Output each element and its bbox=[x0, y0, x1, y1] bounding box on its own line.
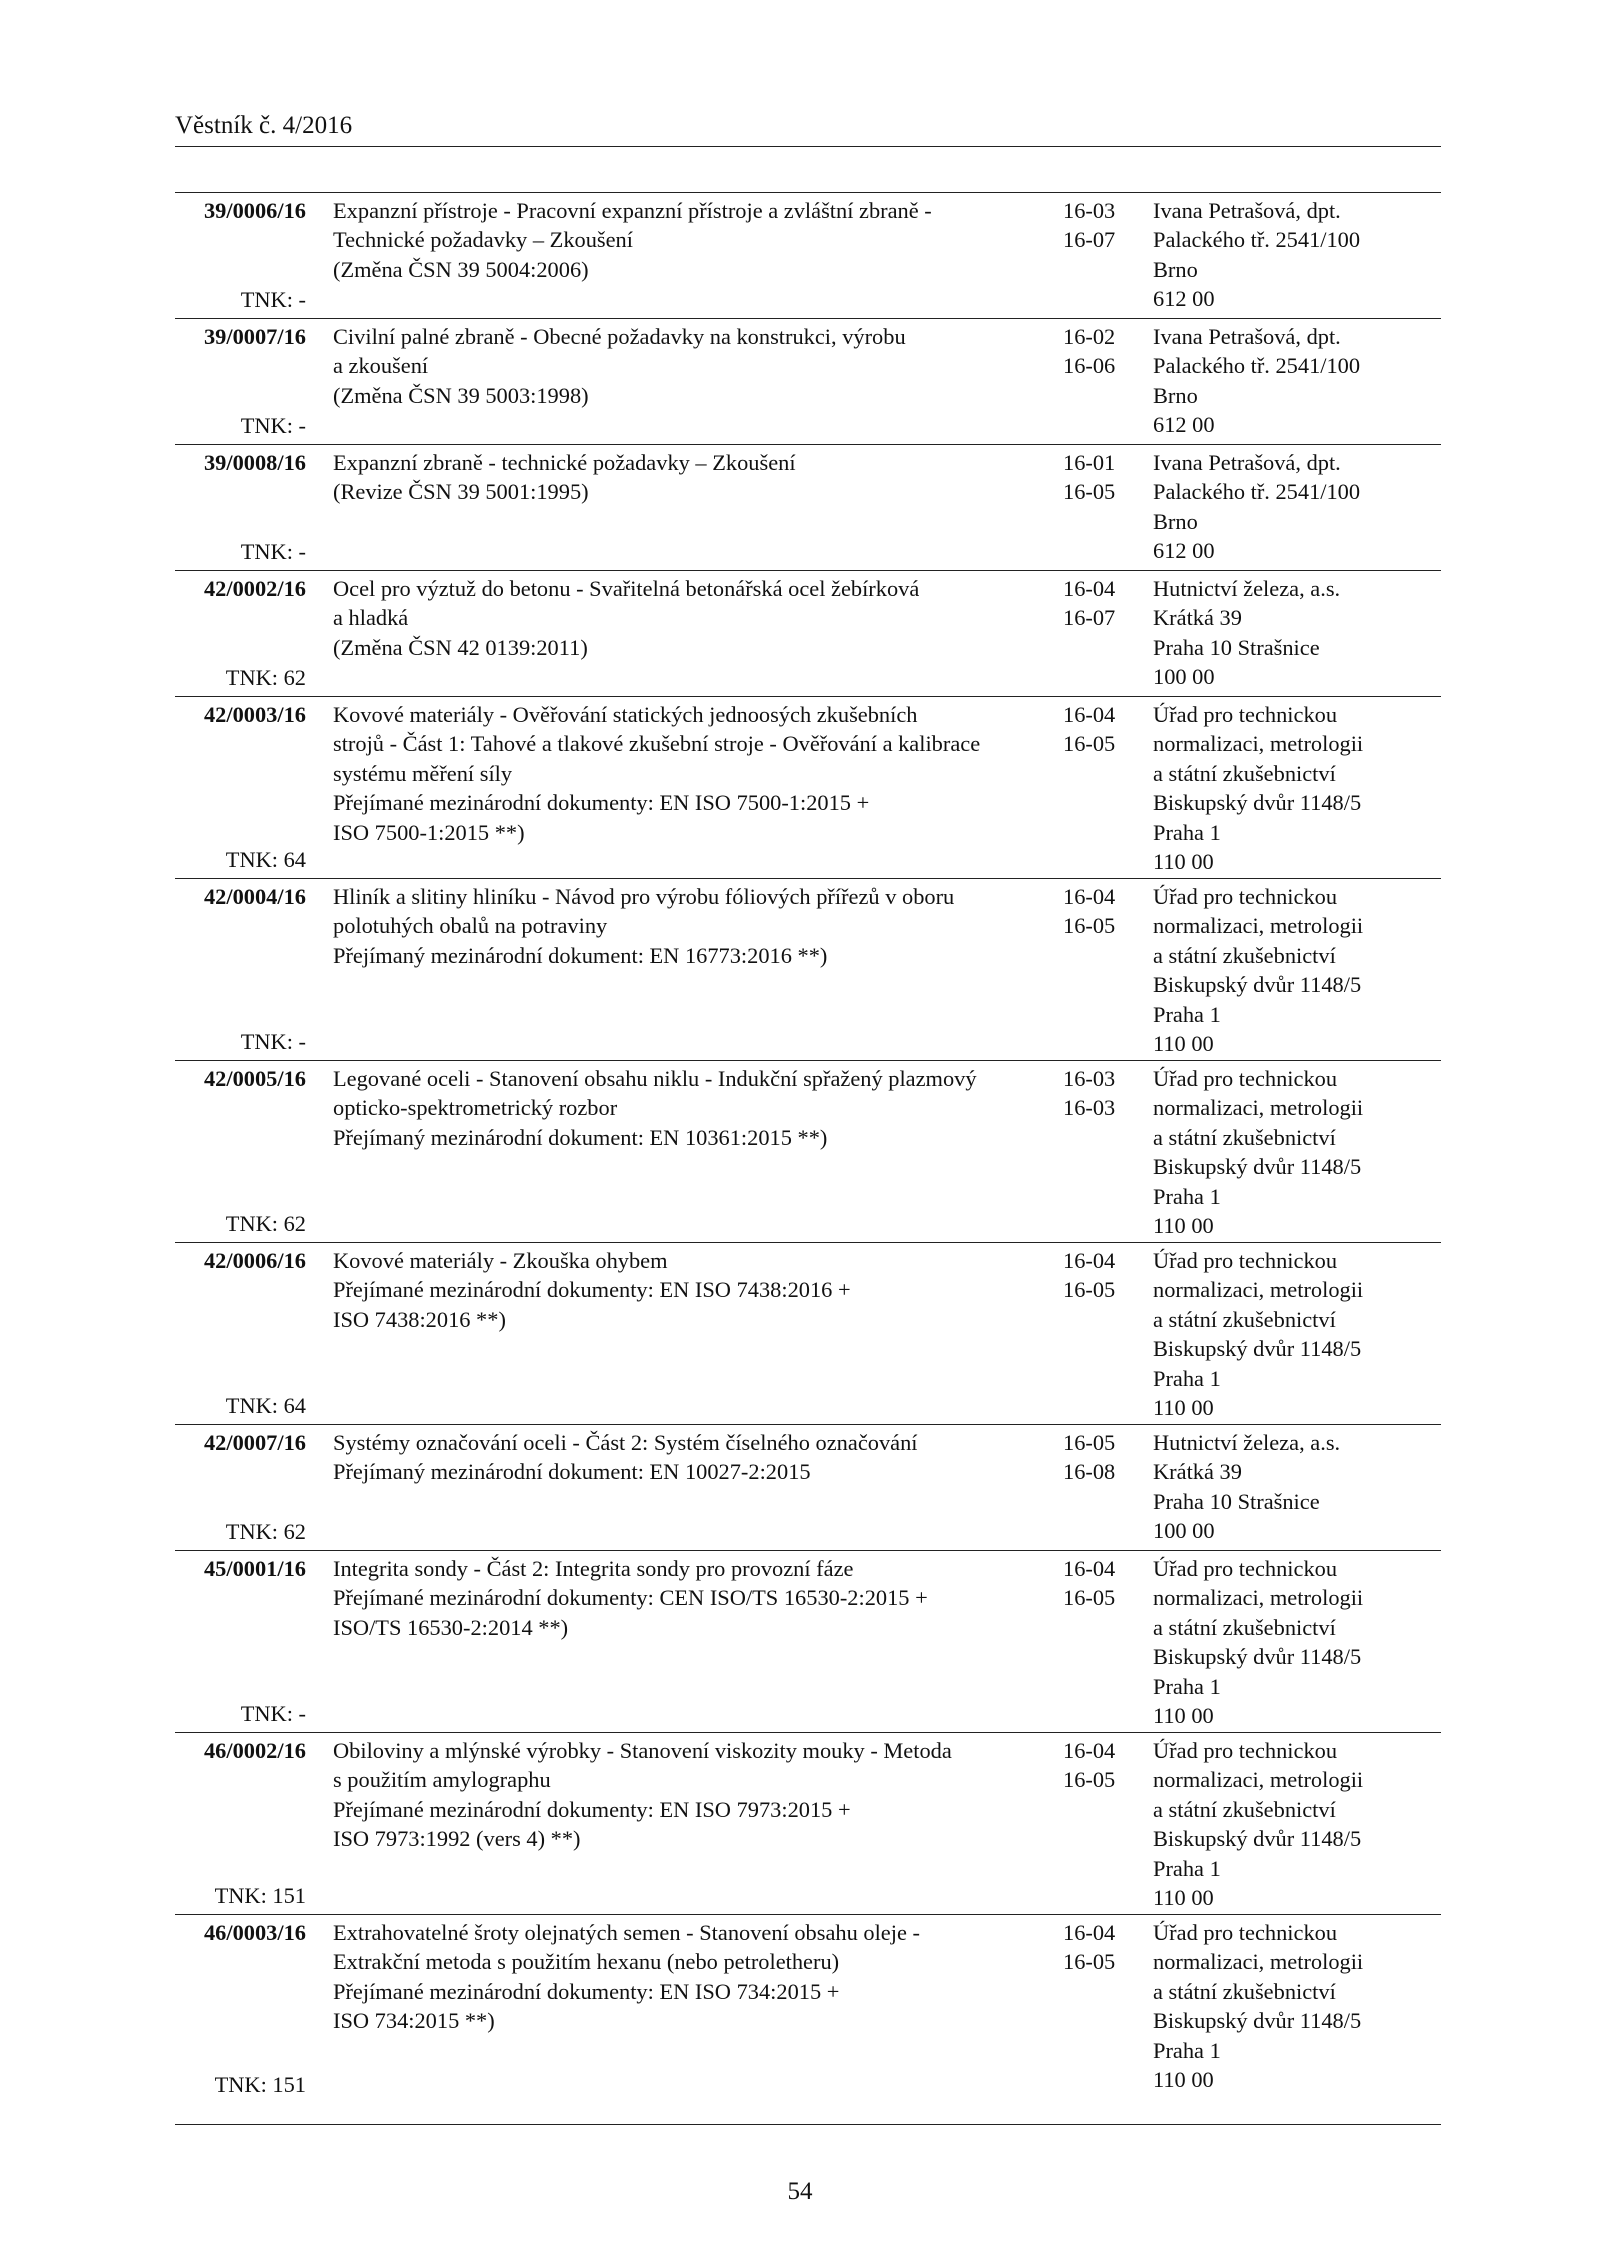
address-line: normalizaci, metrologii bbox=[1153, 913, 1364, 939]
dates-column bbox=[1063, 1064, 1133, 1123]
tnk-label: TNK: 62 bbox=[225, 1518, 306, 1544]
title-line: Hliník a slitiny hliníku - Návod pro výrobu fóliových přířezů v oboru bbox=[333, 884, 955, 909]
dates-column bbox=[1063, 448, 1133, 507]
processor-address bbox=[1153, 700, 1443, 876]
processor-address bbox=[1153, 1428, 1443, 1546]
dates-column bbox=[1063, 1736, 1133, 1795]
address-line: normalizaci, metrologii bbox=[1153, 1277, 1364, 1303]
title-line: ISO 7973:1992 (vers 4) **) bbox=[333, 1826, 581, 1852]
date-code: 16-05 bbox=[1063, 1949, 1116, 1975]
address-line: 110 00 bbox=[1153, 2067, 1214, 2093]
title-line: ISO 7500-1:2015 **) bbox=[333, 819, 525, 845]
date-code: 16-05 bbox=[1063, 731, 1116, 757]
address-line: Biskupský dvůr 1148/5 bbox=[1153, 1336, 1362, 1362]
address-line: Praha 10 Strašnice bbox=[1153, 1488, 1320, 1514]
address-line: 100 00 bbox=[1153, 664, 1215, 690]
title-line: systému měření síly bbox=[333, 760, 513, 786]
standard-title bbox=[333, 322, 1033, 410]
title-line: Expanzní zbraně - technické požadavky – Zkoušení bbox=[333, 450, 796, 475]
title-line: s použitím amylographu bbox=[333, 1767, 551, 1793]
journal-header: Věstník č. 4/2016 bbox=[175, 112, 353, 139]
tnk-label: TNK: - bbox=[240, 1700, 306, 1726]
title-line: a zkoušení bbox=[333, 353, 429, 379]
address-line: 110 00 bbox=[1153, 1395, 1214, 1421]
standard-number: 42/0007/16 bbox=[203, 1430, 306, 1455]
address-line: a státní zkušebnictví bbox=[1153, 1796, 1336, 1822]
title-line: Přejímané mezinárodní dokumenty: EN ISO 7973:2015 + bbox=[333, 1796, 851, 1822]
dates-column bbox=[1063, 1428, 1133, 1487]
address-line: Úřad pro technickou bbox=[1153, 1556, 1338, 1581]
processor-address bbox=[1153, 1918, 1443, 2094]
date-code: 16-05 bbox=[1063, 1585, 1116, 1611]
title-line: Technické požadavky – Zkoušení bbox=[333, 227, 633, 253]
tnk-label: TNK: - bbox=[240, 538, 306, 564]
title-line: (Revize ČSN 39 5001:1995) bbox=[333, 479, 589, 505]
standard-number: 42/0003/16 bbox=[203, 702, 306, 727]
address-line: Praha 1 bbox=[1153, 1673, 1221, 1699]
tnk-label: TNK: 151 bbox=[214, 2071, 306, 2097]
address-line: 612 00 bbox=[1153, 286, 1215, 312]
standard-title bbox=[333, 448, 1033, 507]
address-line: normalizaci, metrologii bbox=[1153, 1767, 1364, 1793]
standard-number: 42/0004/16 bbox=[203, 884, 306, 909]
dates-column bbox=[1063, 1554, 1133, 1613]
standard-number: 39/0006/16 bbox=[203, 198, 306, 223]
address-line: Úřad pro technickou bbox=[1153, 702, 1338, 727]
address-line: Biskupský dvůr 1148/5 bbox=[1153, 1154, 1362, 1180]
date-code: 16-04 bbox=[1063, 1920, 1116, 1945]
address-line: Úřad pro technickou bbox=[1153, 1248, 1338, 1273]
title-line: Přejímaný mezinárodní dokument: EN 10027-2:2015 bbox=[333, 1459, 811, 1485]
tnk-label: TNK: 62 bbox=[225, 1210, 306, 1236]
address-line: Praha 10 Strašnice bbox=[1153, 634, 1320, 660]
title-line: opticko-spektrometrický rozbor bbox=[333, 1095, 618, 1121]
standard-number: 42/0006/16 bbox=[203, 1248, 306, 1273]
tnk-label: TNK: - bbox=[240, 1028, 306, 1054]
address-line: Praha 1 bbox=[1153, 1001, 1221, 1027]
table-row bbox=[175, 571, 1441, 697]
tnk-label: TNK: 151 bbox=[214, 1882, 306, 1908]
tnk-label: TNK: 64 bbox=[225, 1392, 306, 1418]
address-line: Úřad pro technickou bbox=[1153, 884, 1338, 909]
address-line: a státní zkušebnictví bbox=[1153, 1306, 1336, 1332]
address-line: Biskupský dvůr 1148/5 bbox=[1153, 790, 1362, 816]
date-code: 16-04 bbox=[1063, 1738, 1116, 1763]
address-line: normalizaci, metrologii bbox=[1153, 1585, 1364, 1611]
date-code: 16-05 bbox=[1063, 913, 1116, 939]
processor-address bbox=[1153, 882, 1443, 1058]
dates-column bbox=[1063, 574, 1133, 633]
standard-title bbox=[333, 574, 1033, 662]
address-line: normalizaci, metrologii bbox=[1153, 1949, 1364, 1975]
address-line: Úřad pro technickou bbox=[1153, 1066, 1338, 1091]
address-line: Úřad pro technickou bbox=[1153, 1920, 1338, 1945]
address-line: Brno bbox=[1153, 508, 1198, 534]
address-line: Praha 1 bbox=[1153, 2037, 1221, 2063]
standard-title bbox=[333, 1246, 1033, 1334]
standard-title bbox=[333, 1918, 1033, 2036]
address-line: 100 00 bbox=[1153, 1518, 1215, 1544]
address-line: Hutnictví železa, a.s. bbox=[1153, 1430, 1341, 1455]
date-code: 16-02 bbox=[1063, 324, 1116, 349]
address-line: Brno bbox=[1153, 256, 1198, 282]
address-line: Palackého tř. 2541/100 bbox=[1153, 227, 1361, 253]
address-line: Biskupský dvůr 1148/5 bbox=[1153, 972, 1362, 998]
processor-address bbox=[1153, 1736, 1443, 1912]
date-code: 16-03 bbox=[1063, 198, 1116, 223]
page-number: 54 bbox=[787, 2178, 813, 2205]
table-row bbox=[175, 1243, 1441, 1425]
address-line: 612 00 bbox=[1153, 538, 1215, 564]
processor-address bbox=[1153, 1246, 1443, 1422]
address-line: Ivana Petrašová, dpt. bbox=[1153, 198, 1341, 223]
table-row bbox=[175, 879, 1441, 1061]
address-line: normalizaci, metrologii bbox=[1153, 1095, 1364, 1121]
title-line: a hladká bbox=[333, 605, 409, 631]
title-line: Civilní palné zbraně - Obecné požadavky na konstrukci, výrobu bbox=[333, 324, 906, 349]
address-line: normalizaci, metrologii bbox=[1153, 731, 1364, 757]
title-line: ISO 734:2015 **) bbox=[333, 2008, 495, 2034]
tnk-label: TNK: 64 bbox=[225, 846, 306, 872]
standard-title bbox=[333, 882, 1033, 970]
address-line: Biskupský dvůr 1148/5 bbox=[1153, 1644, 1362, 1670]
address-line: Brno bbox=[1153, 382, 1198, 408]
date-code: 16-03 bbox=[1063, 1095, 1116, 1121]
standard-number: 46/0003/16 bbox=[203, 1920, 306, 1945]
standard-number: 42/0002/16 bbox=[203, 576, 306, 601]
standard-number: 39/0007/16 bbox=[203, 324, 306, 349]
title-line: ISO 7438:2016 **) bbox=[333, 1306, 506, 1332]
title-line: Kovové materiály - Zkouška ohybem bbox=[333, 1248, 668, 1273]
tnk-label: TNK: - bbox=[240, 286, 306, 312]
table-row bbox=[175, 193, 1441, 319]
address-line: Krátká 39 bbox=[1153, 1459, 1242, 1485]
table-row bbox=[175, 445, 1441, 571]
title-line: Přejímaný mezinárodní dokument: EN 16773:2016 **) bbox=[333, 942, 828, 968]
date-code: 16-06 bbox=[1063, 353, 1116, 379]
date-code: 16-03 bbox=[1063, 1066, 1116, 1091]
address-line: 110 00 bbox=[1153, 849, 1214, 875]
date-code: 16-04 bbox=[1063, 1248, 1116, 1273]
title-line: (Změna ČSN 42 0139:2011) bbox=[333, 634, 588, 660]
standard-number: 45/0001/16 bbox=[203, 1556, 306, 1581]
title-line: Expanzní přístroje - Pracovní expanzní přístroje a zvláštní zbraně - bbox=[333, 198, 932, 223]
title-line: Kovové materiály - Ověřování statických jednoosých zkušebních bbox=[333, 702, 918, 727]
processor-address bbox=[1153, 1554, 1443, 1730]
table-row bbox=[175, 697, 1441, 879]
date-code: 16-05 bbox=[1063, 1430, 1116, 1455]
dates-column bbox=[1063, 322, 1133, 381]
title-line: Obiloviny a mlýnské výrobky - Stanovení viskozity mouky - Metoda bbox=[333, 1738, 952, 1763]
dates-column bbox=[1063, 882, 1133, 941]
standard-title bbox=[333, 1736, 1033, 1854]
date-code: 16-05 bbox=[1063, 479, 1116, 505]
header-divider bbox=[175, 146, 1441, 147]
title-line: polotuhých obalů na potraviny bbox=[333, 913, 608, 939]
standard-title bbox=[333, 700, 1033, 847]
dates-column bbox=[1063, 700, 1133, 759]
address-line: a státní zkušebnictví bbox=[1153, 942, 1336, 968]
date-code: 16-01 bbox=[1063, 450, 1116, 475]
standard-title bbox=[333, 1428, 1033, 1487]
date-code: 16-04 bbox=[1063, 1556, 1116, 1581]
date-code: 16-08 bbox=[1063, 1459, 1116, 1485]
processor-address bbox=[1153, 196, 1443, 314]
date-code: 16-05 bbox=[1063, 1277, 1116, 1303]
address-line: Ivana Petrašová, dpt. bbox=[1153, 450, 1341, 475]
standard-number: 42/0005/16 bbox=[203, 1066, 306, 1091]
processor-address bbox=[1153, 448, 1443, 566]
title-line: Systémy označování oceli - Část 2: Systém číselného označování bbox=[333, 1430, 918, 1455]
table-bottom-divider bbox=[175, 2124, 1441, 2125]
table-row bbox=[175, 1733, 1441, 1915]
address-line: Hutnictví železa, a.s. bbox=[1153, 576, 1341, 601]
dates-column bbox=[1063, 196, 1133, 255]
title-line: Přejímané mezinárodní dokumenty: CEN ISO/TS 16530-2:2015 + bbox=[333, 1585, 928, 1611]
address-line: Krátká 39 bbox=[1153, 605, 1242, 631]
address-line: Praha 1 bbox=[1153, 1183, 1221, 1209]
address-line: Úřad pro technickou bbox=[1153, 1738, 1338, 1763]
table-row bbox=[175, 1425, 1441, 1551]
title-line: ISO/TS 16530-2:2014 **) bbox=[333, 1614, 569, 1640]
address-line: Ivana Petrašová, dpt. bbox=[1153, 324, 1341, 349]
standard-title bbox=[333, 1064, 1033, 1152]
tnk-label: TNK: - bbox=[240, 412, 306, 438]
table-row bbox=[175, 319, 1441, 445]
title-line: Přejímaný mezinárodní dokument: EN 10361:2015 **) bbox=[333, 1124, 828, 1150]
address-line: 110 00 bbox=[1153, 1885, 1214, 1911]
address-line: a státní zkušebnictví bbox=[1153, 1978, 1336, 2004]
title-line: Přejímané mezinárodní dokumenty: EN ISO 7500-1:2015 + bbox=[333, 790, 870, 816]
table-row bbox=[175, 1551, 1441, 1733]
date-code: 16-05 bbox=[1063, 1767, 1116, 1793]
processor-address bbox=[1153, 1064, 1443, 1240]
address-line: 110 00 bbox=[1153, 1213, 1214, 1239]
address-line: Palackého tř. 2541/100 bbox=[1153, 353, 1361, 379]
address-line: Biskupský dvůr 1148/5 bbox=[1153, 2008, 1362, 2034]
address-line: Palackého tř. 2541/100 bbox=[1153, 479, 1361, 505]
title-line: Přejímané mezinárodní dokumenty: EN ISO 7438:2016 + bbox=[333, 1277, 851, 1303]
processor-address bbox=[1153, 322, 1443, 440]
address-line: Praha 1 bbox=[1153, 819, 1221, 845]
title-line: Extrakční metoda s použitím hexanu (nebo petroletheru) bbox=[333, 1949, 840, 1975]
title-line: Přejímané mezinárodní dokumenty: EN ISO 734:2015 + bbox=[333, 1978, 840, 2004]
title-line: (Změna ČSN 39 5003:1998) bbox=[333, 382, 589, 408]
dates-column bbox=[1063, 1918, 1133, 1977]
processor-address bbox=[1153, 574, 1443, 692]
address-line: a státní zkušebnictví bbox=[1153, 1614, 1336, 1640]
address-line: a státní zkušebnictví bbox=[1153, 1124, 1336, 1150]
table-row bbox=[175, 1061, 1441, 1243]
dates-column bbox=[1063, 1246, 1133, 1305]
standard-number: 46/0002/16 bbox=[203, 1738, 306, 1763]
address-line: Praha 1 bbox=[1153, 1365, 1221, 1391]
title-line: Extrahovatelné šroty olejnatých semen - Stanovení obsahu oleje - bbox=[333, 1920, 920, 1945]
address-line: 110 00 bbox=[1153, 1031, 1214, 1057]
address-line: 612 00 bbox=[1153, 412, 1215, 438]
address-line: a státní zkušebnictví bbox=[1153, 760, 1336, 786]
standard-number: 39/0008/16 bbox=[203, 450, 306, 475]
title-line: Ocel pro výztuž do betonu - Svařitelná betonářská ocel žebírková bbox=[333, 576, 920, 601]
tnk-label: TNK: 62 bbox=[225, 664, 306, 690]
title-line: Legované oceli - Stanovení obsahu niklu - Indukční spřažený plazmový bbox=[333, 1066, 977, 1091]
standard-title bbox=[333, 1554, 1033, 1642]
date-code: 16-07 bbox=[1063, 605, 1116, 631]
date-code: 16-07 bbox=[1063, 227, 1116, 253]
title-line: Integrita sondy - Část 2: Integrita sondy pro provozní fáze bbox=[333, 1556, 854, 1581]
title-line: (Změna ČSN 39 5004:2006) bbox=[333, 256, 589, 282]
date-code: 16-04 bbox=[1063, 702, 1116, 727]
standards-table bbox=[175, 193, 1441, 2103]
address-line: Praha 1 bbox=[1153, 1855, 1221, 1881]
table-row bbox=[175, 1915, 1441, 2103]
title-line: strojů - Část 1: Tahové a tlakové zkušební stroje - Ověřování a kalibrace bbox=[333, 731, 981, 757]
date-code: 16-04 bbox=[1063, 576, 1116, 601]
date-code: 16-04 bbox=[1063, 884, 1116, 909]
address-line: Biskupský dvůr 1148/5 bbox=[1153, 1826, 1362, 1852]
address-line: 110 00 bbox=[1153, 1703, 1214, 1729]
standard-title bbox=[333, 196, 1033, 284]
